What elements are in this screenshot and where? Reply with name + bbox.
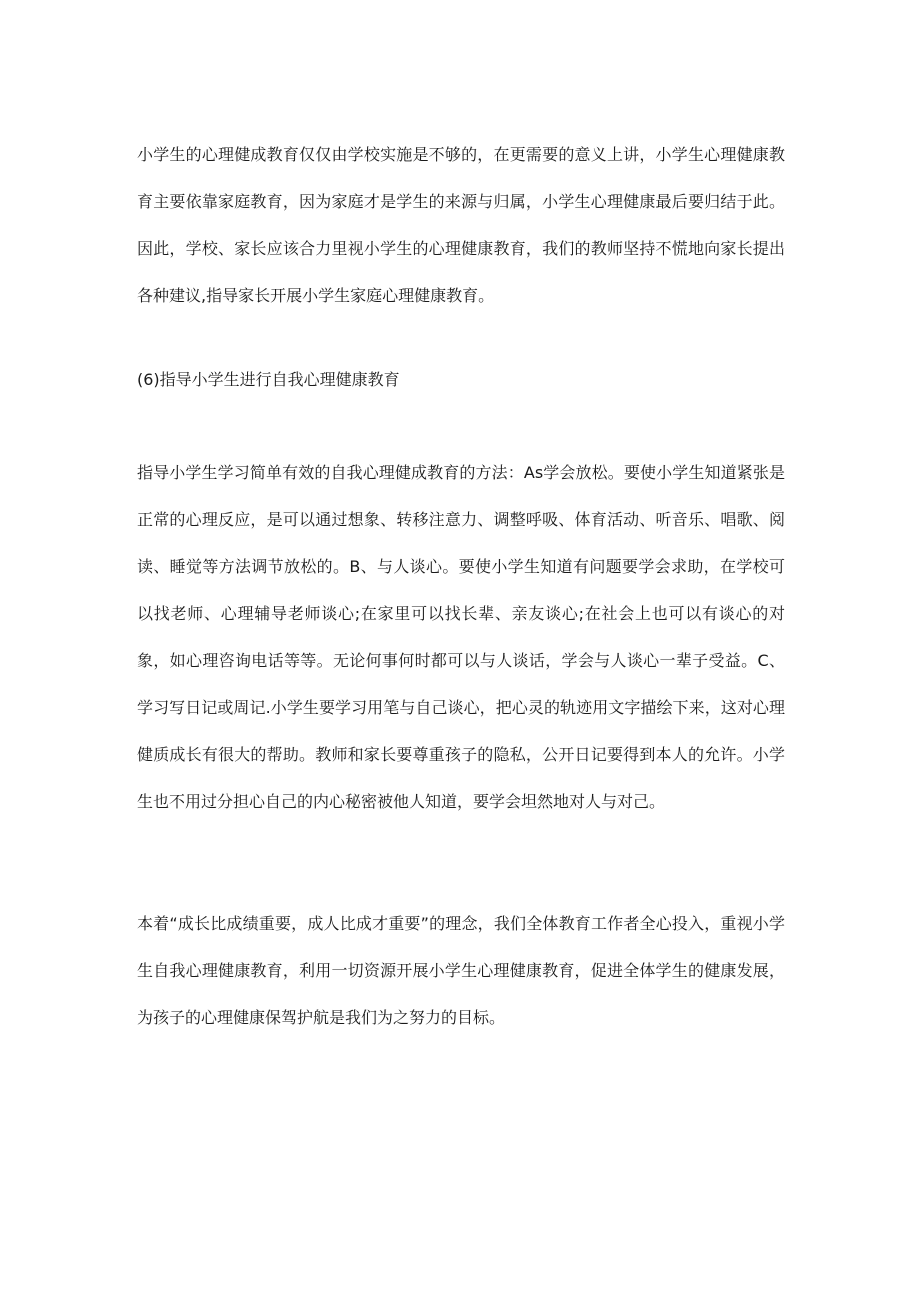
paragraph-self-education-methods: 指导小学生学习简单有效的自我心理健成教育的方法：As学会放松。要使小学生知道紧张是正常的心理反应，是可以通过想象、转移注意力、调整呼吸、体育活动、听音乐、唱歌、阅读、睡觉等方法调节放松的。B、与人谈心。要使小学生知道有问题要学会求助，在学校可以找老师、心理辅导老师谈心;在家里可以找长辈、亲友谈心;在社会上也可以有谈心的对象，如心理咨询电话等等。无论何事何时都可以与人谈话，学会与人谈心一辈子受益。C、学习写日记或周记.小学生要学习用笔与自己谈心，把心灵的轨迹用文字描绘下来，这对心理健质成长有很大的帮助。教师和家长要尊重孩子的隐私，公开日记要得到本人的允许。小学生也不用过分担心自己的内心秘密被他人知道，要学会坦然地对人与对己。 xyxy=(137,463,785,811)
section-heading-self-education: (6)指导小学生进行自我心理健康教育 xyxy=(137,370,400,389)
paragraph-conclusion: 本着“成长比成绩重要，成人比成才重要”的理念，我们全体教育工作者全心投入，重视小学生自我心理健康教育，利用一切资源开展小学生心理健康教育，促进全体学生的健康发展，为孩子的心理健康保驾护航是我们为之努力的目标。 xyxy=(137,914,785,1027)
paragraph-home-education: 小学生的心理健成教育仅仅由学校实施是不够的，在更需要的意义上讲，小学生心理健康教育主要依靠家庭教育，因为家庭才是学生的来源与归属，小学生心理健康最后要归结于此。因此，学校、家长应该合力里视小学生的心理健康教育，我们的教师坚持不慌地向家长提出各种建议,指导家长开展小学生家庭心理健康教育。 xyxy=(137,145,785,305)
